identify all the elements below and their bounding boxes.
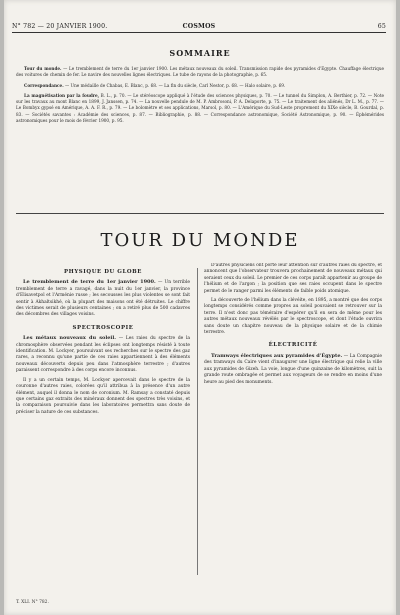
sommaire-heading: SOMMAIRE (169, 48, 231, 58)
article-paragraph (16, 279, 190, 318)
sommaire-lead: La magnétisation par la foudre, (24, 92, 100, 98)
article-title: Les métaux nouveaux du soleil. (23, 335, 116, 342)
article-text: — Les raies du spectre de la chromosphère observées pendant les éclipses ont longtemps résisté à toute identification. M. Lockyer, poursuivant ses recherches sur le spectre des gaz rares, a reconnu qu'une partie de ces raies appartiennent à des éléments nouveaux découverts depuis peu dans l'atmosphère terrestre ; d'autres paraissent correspondre à des corps encore inconnus. (16, 336, 190, 374)
sommaire-block (16, 66, 384, 128)
sommaire-lead: Tour du monde. (24, 66, 62, 71)
main-title: TOUR DU MONDE (100, 230, 300, 251)
article-paragraph (16, 335, 190, 374)
section-heading: SPECTROSCOPIE (72, 324, 134, 331)
sommaire-lead: Correspondance. (24, 82, 64, 88)
section-heading: ÉLECTRICITÉ (268, 342, 318, 349)
page-header (12, 22, 386, 33)
sommaire-paragraph (16, 66, 384, 79)
article-paragraph: La découverte de l'hélium dans la clévéite, en 1895, a montré que des corps longtemps considérés comme propres au soleil pouvaient se retrouver sur la terre. Il n'est donc pas téméraire d'espérer qu'il en sera de même pour les autres métaux nouveaux révélés par le spectroscope, et dont l'étude ouvrira sans doute un chapitre nouveau de la physique solaire et de la chimie terrestre. (204, 298, 382, 336)
left-column (16, 263, 190, 587)
article-text: — Un terrible tremblement de terre a ravagé, dans la nuit du 1er janvier, la province d'Elisavetpol et l'Arménie russe ; les secousses les plus violentes se sont fait sentir à Akhaltsikhé, où la plupart des maisons ont été détruites. Le chiffre des victimes serait de plusieurs centaines ; on a retiré plus de 500 cadavres des décombres des villages voisins. (16, 280, 190, 318)
sommaire-text: B. L., p. 70. — Le stéréoscope appliqué à l'étude des sciences physiques, p. 70. — Le tunnel du Simplon, A. Berthier, p. 72. — Note sur les travaux au mont Blanc en 1899, J. Janssen, p. 74. — La nouvelle pendule de M. P. Ambrosoni, P. A. Delaporte, p. 75. — Le traitement des aliénés, Dr L. M., p. 77. — Le Bombyx gypsé en Amérique, A. A. F. R., p. 79. — Le bolomètre et ses applications, Marsol, p. 80. — L'Amérique du Sud-Leste proprement du XIXe siècle, B. Gourdal, p. 83. — Sociétés savantes : Académie des sciences, p. 87. — Bibliographie, p. 88. — Correspondance astronomique, Société Astronomique, p. 90. — Éphémérides astronomiques pour le mois de février 1900, p. 95. (16, 92, 384, 124)
article-title: Tramways électriques aux pyramides d'Égypte. (211, 352, 343, 359)
page-footer: T. XLI. N° 782. (16, 600, 49, 605)
journal-title: COSMOS (182, 23, 216, 30)
section-heading: PHYSIQUE DU GLOBE (64, 269, 142, 275)
article-paragraph: Il y a un certain temps, M. Lockyer apercevait dans le spectre de la couronne d'autres raies, colorées qu'il attribua à la présence d'un autre élément, auquel il donna le nom de coronium. M. Ramsay a constaté depuis que certains gaz extraits des minéraux donnent des spectres très voisins, et la comparaison poursuivie dans les laboratoires permettra sans doute de préciser la nature de ces substances. (16, 377, 190, 415)
page-number: 65 (377, 23, 386, 30)
right-column (204, 263, 382, 587)
article-text: — La Compagnie des tramways du Caire vient d'inaugurer une ligne électrique qui relie la ville aux pyramides de Gizeh. La voie, longue d'une quinzaine de kilomètres, suit la grande route ombragée et permet aux voyageurs de se rendre en moins d'une heure au pied des monuments. (204, 353, 382, 385)
sommaire-paragraph (16, 93, 384, 124)
section-divider (16, 213, 384, 214)
column-divider (197, 268, 198, 575)
issue-number: N° 782 — 20 JANVIER 1900. (12, 23, 108, 30)
sommaire-text: — Une médaille de Chabas, E. Blanc, p. 68. — La fin du siècle, Carl Nestor, p. 68. — Halo solaire, p. 69. (65, 82, 286, 88)
article-paragraph: D'autres physiciens ont porté leur attention sur d'autres raies du spectre, et annoncent que l'observateur trouvera prochainement de nouveaux métaux qui seraient ceux du soleil. Le premier de ces corps paraît appartenir au groupe de l'hélium et de l'argon ; la position que ses raies occupent dans le spectre permet de le ranger parmi les éléments de faible poids atomique. (204, 263, 382, 294)
sommaire-text: — Le tremblement de terre du 1er janvier 1900. Les métaux nouveaux du soleil. Transmission rapide des pyramides d'Egypte. Chauffage électrique des voitures de chemin de fer. Le navire des nouvelles lignes électriques. Le tube de rayons de la photographie, p. 65. (16, 66, 384, 78)
article-title: Le tremblement de terre du 1er janvier 1900. (23, 279, 156, 286)
sommaire-paragraph (16, 83, 384, 89)
article-paragraph (204, 353, 382, 386)
document-page (4, 0, 396, 615)
